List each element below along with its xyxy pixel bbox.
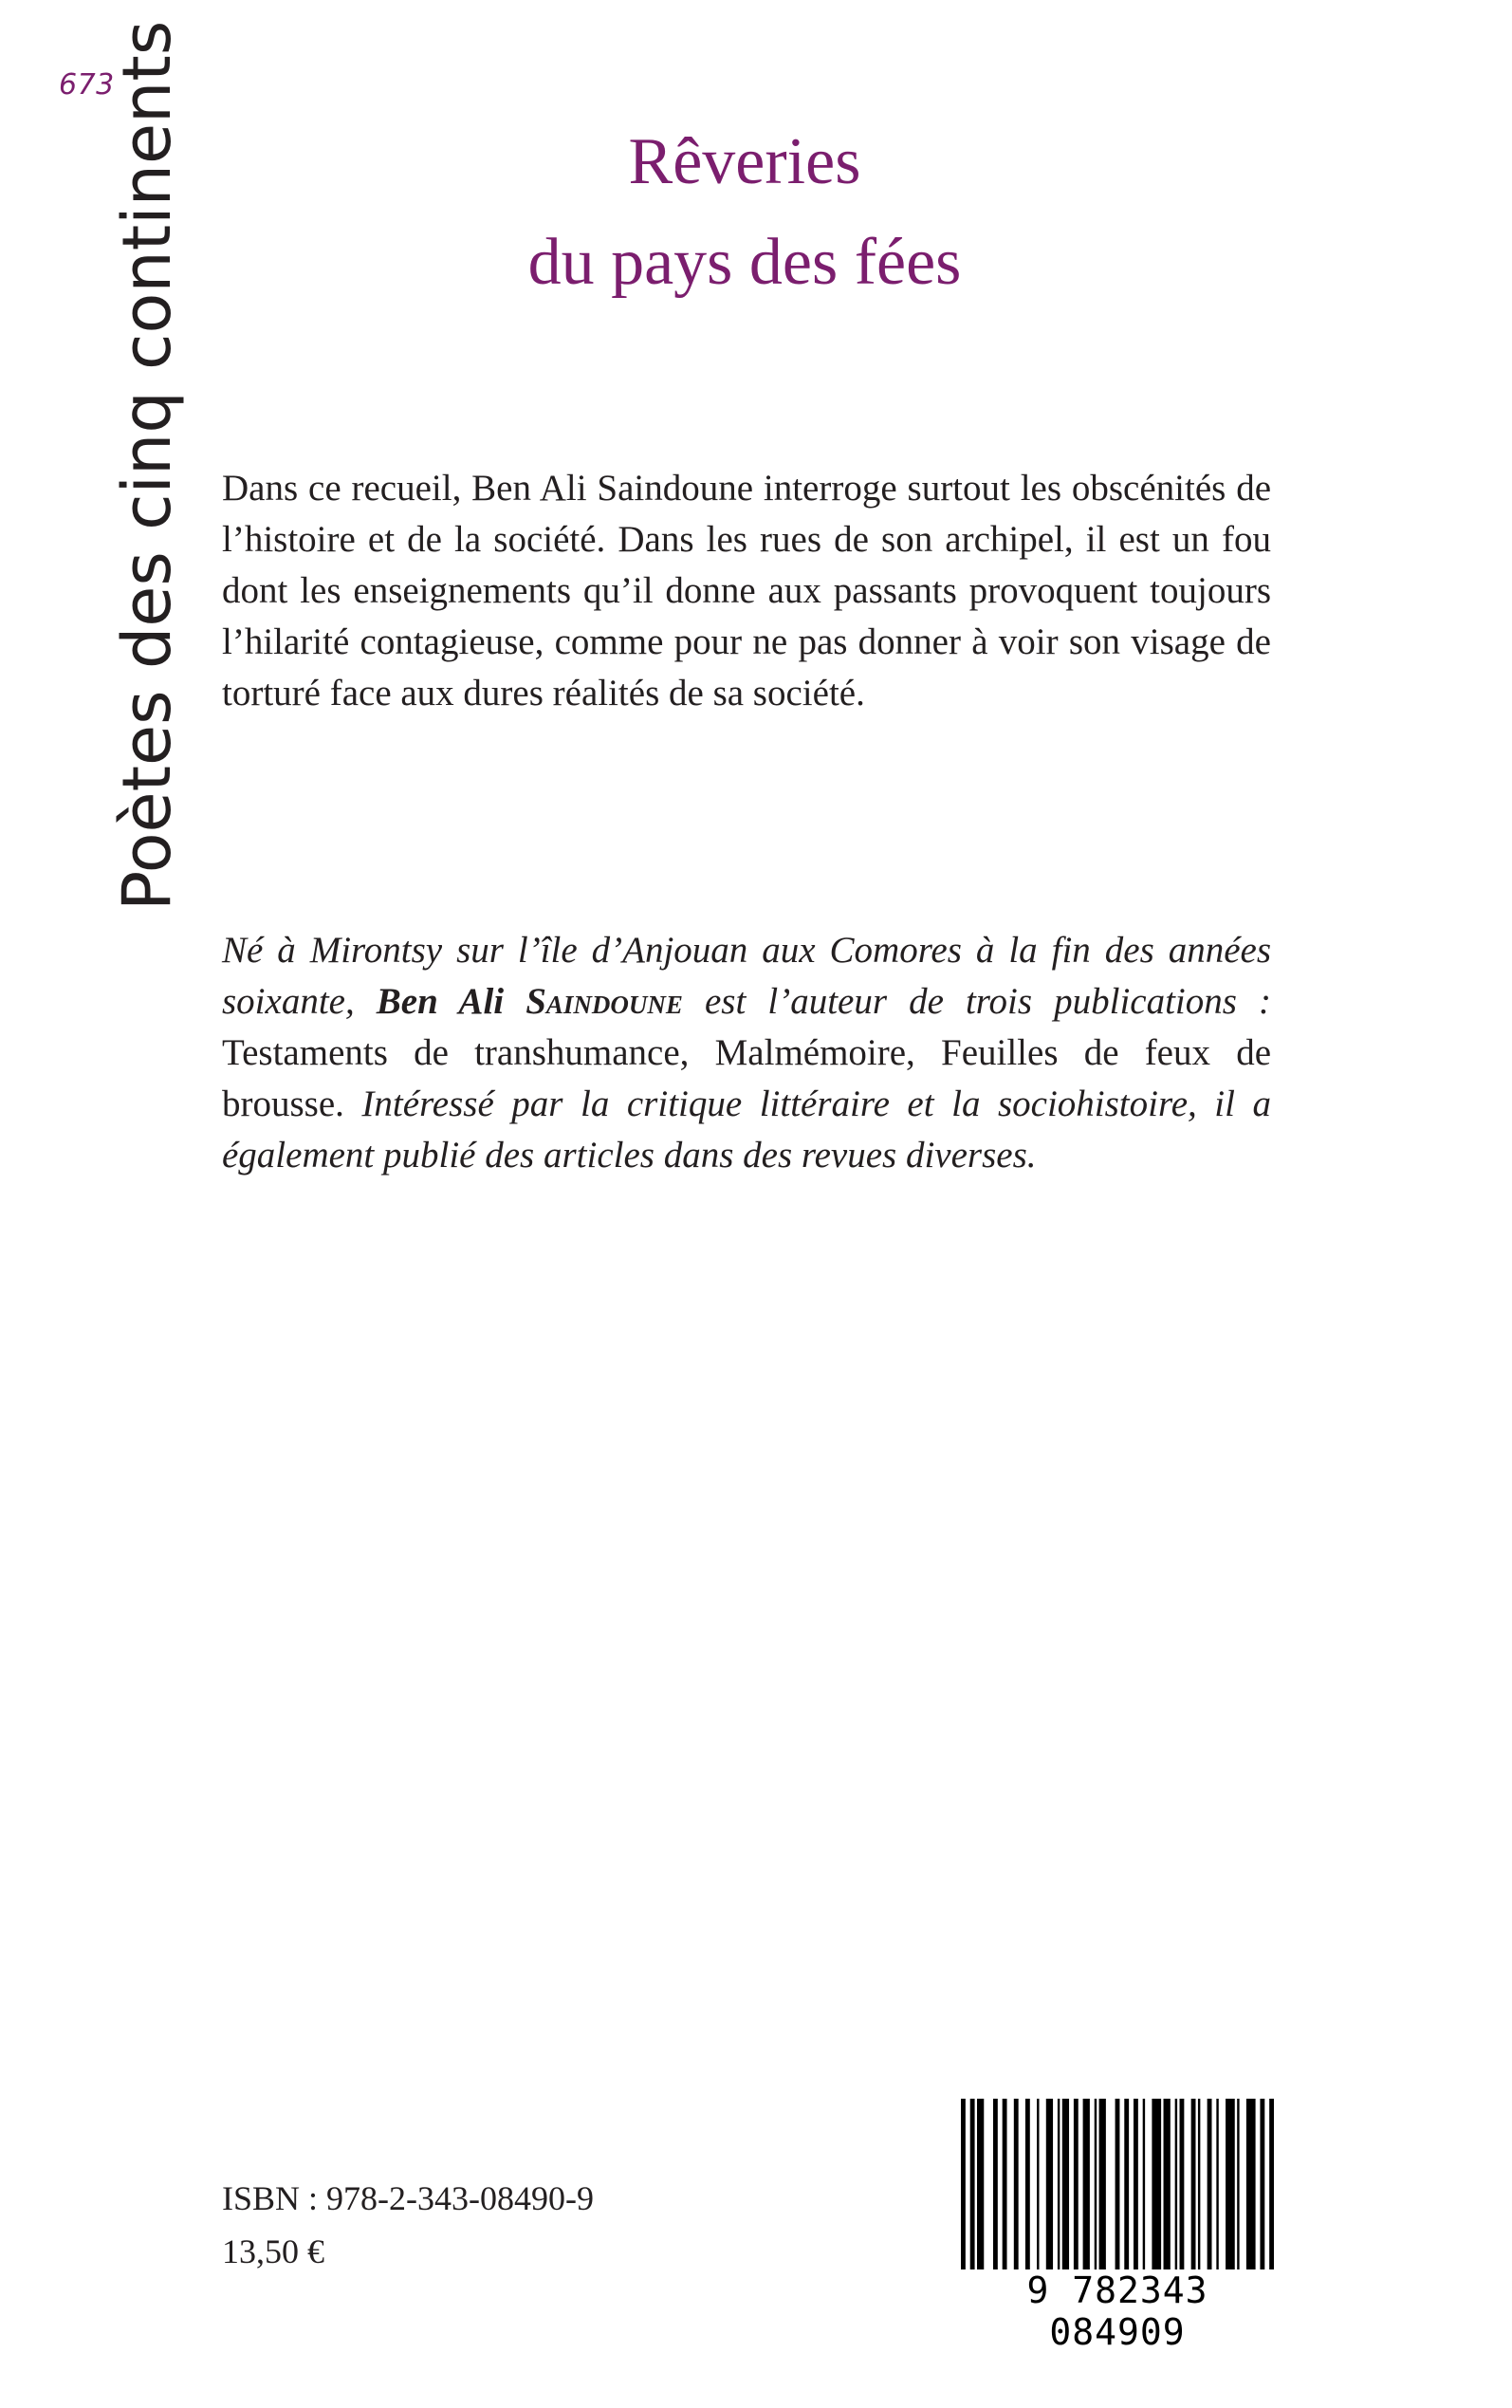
title-line-1: Rêveries xyxy=(628,125,861,198)
bio-part-2: est l’auteur de trois publications : xyxy=(682,981,1271,1022)
barcode-bar xyxy=(1025,2099,1030,2275)
barcode-bar xyxy=(1095,2099,1097,2275)
barcode-bar xyxy=(1062,2099,1069,2275)
barcode-bar xyxy=(1152,2099,1161,2275)
barcode xyxy=(956,2097,1279,2353)
barcode-bar xyxy=(970,2099,975,2275)
barcode-bar xyxy=(1208,2099,1212,2275)
author-first-name: Ben Ali xyxy=(376,981,526,1022)
barcode-bar xyxy=(1180,2099,1185,2275)
author-last-name: Saindoune xyxy=(526,981,683,1022)
bio-part-3: Intéressé par la critique littéraire et la sociohistoire, il a également publié des articles dans des revues diverses. xyxy=(222,1084,1271,1176)
barcode-bar xyxy=(1014,2099,1019,2275)
series-number: 673 xyxy=(59,68,115,102)
barcode-bar xyxy=(961,2099,966,2275)
barcode-bar xyxy=(1074,2099,1079,2275)
barcode-bars xyxy=(956,2097,1279,2277)
series-name: Poètes des cinq continents xyxy=(108,20,186,911)
barcode-bar xyxy=(1083,2099,1090,2275)
title-line-2: du pays des fées xyxy=(527,226,962,299)
barcode-bar xyxy=(1216,2099,1218,2275)
barcode-bar xyxy=(1037,2099,1039,2275)
barcode-bar xyxy=(1237,2099,1239,2275)
author-bio xyxy=(222,925,1271,1181)
barcode-bar xyxy=(1124,2099,1129,2275)
barcode-bar xyxy=(1134,2099,1138,2275)
barcode-bar xyxy=(1191,2099,1196,2275)
barcode-bar xyxy=(1164,2099,1171,2275)
barcode-bar xyxy=(993,2099,998,2275)
barcode-bar xyxy=(1260,2099,1264,2275)
barcode-bar xyxy=(1246,2099,1256,2275)
barcode-bar xyxy=(1116,2099,1120,2275)
barcode-bar xyxy=(977,2099,984,2275)
barcode-digits: 9 782343 084909 xyxy=(956,2269,1279,2353)
isbn: ISBN : 978-2-343-08490-9 xyxy=(222,2179,594,2217)
blurb-paragraph: Dans ce recueil, Ben Ali Saindoune interroge surtout les obscénités de l’histoire et de la société. Dans les rues de son archipel, il est un fou dont les enseignements qu’il donne aux passants provoquent toujours l’hilarité contagieuse, comme pour ne pas donner à voir son visage de torturé face aux dures réalités de sa société. xyxy=(222,468,1271,713)
barcode-bar xyxy=(1226,2099,1235,2275)
barcode-bar xyxy=(1099,2099,1106,2275)
book-title xyxy=(417,112,1072,313)
barcode-bar xyxy=(1269,2099,1274,2275)
author-name xyxy=(377,981,683,1022)
barcode-bar xyxy=(1143,2099,1145,2275)
barcode-bar xyxy=(1175,2099,1177,2275)
barcode-bar xyxy=(1046,2099,1053,2275)
price: 13,50 € xyxy=(222,2232,324,2270)
bio-works: Testaments de transhumance, Malmémoire, Feuilles de feux de brousse. xyxy=(222,1032,1271,1124)
bio-part-1: Né à Mirontsy sur l’île d’Anjouan aux Comores à la fin des années soixante, xyxy=(222,930,1271,1022)
barcode-bar xyxy=(1003,2099,1007,2275)
barcode-bar xyxy=(1198,2099,1200,2275)
barcode-bar xyxy=(1058,2099,1060,2275)
